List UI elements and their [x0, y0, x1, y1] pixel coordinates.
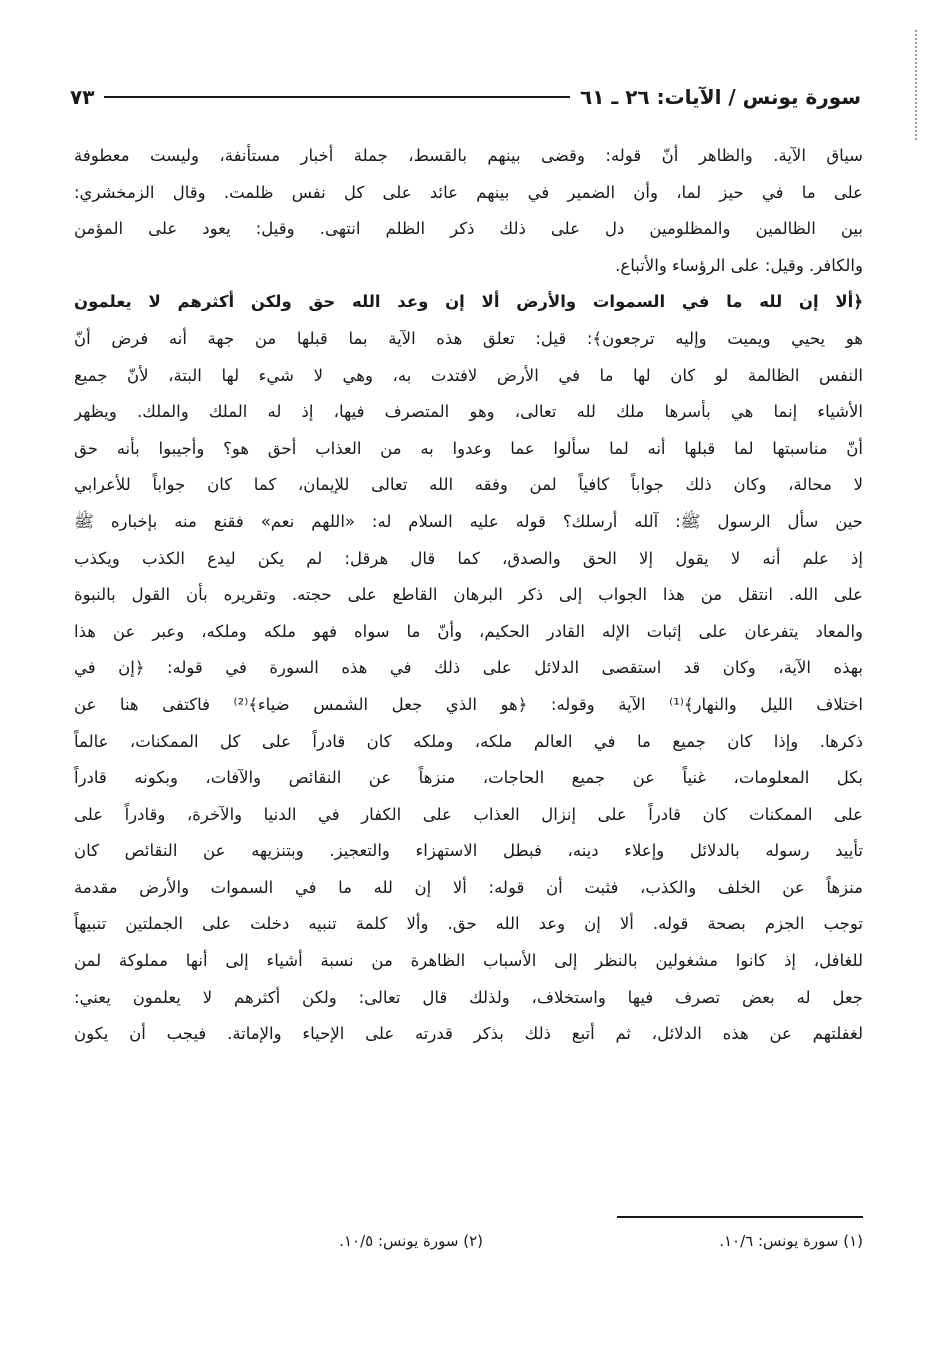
text-line: توجب الجزم بصحة قوله. ألا إن وعد الله حق. وألا كلمة تنبيه دخلت على الجملتين تنبيهاً	[74, 914, 863, 934]
text-line: لغفلتهم عن هذه الدلائل، ثم أتبع ذلك بذكر قدرته على الإحياء والإماتة. فيجب أن يكون	[74, 1024, 863, 1044]
text-line: منزهاً عن الخلف والكذب، فثبت أن قوله: ألا إن لله ما في السموات والأرض مقدمة	[74, 877, 863, 897]
text-line: بهذه الآية، وكان قد استقصى الدلائل على ذلك في هذه السورة في قوله: ﴿إن في	[74, 658, 863, 678]
quran-verse-line: ﴿ألا إن لله ما في السموات والأرض ألا إن وعد الله حق ولكن أكثرهم لا يعلمون	[74, 292, 863, 312]
text-line: لا محالة، وكان ذلك جواباً كافياً لمن وفقه الله تعالى للإيمان، كما كان جواباً للأعرابي	[74, 475, 863, 495]
text-line: الأشياء إنما هي بأسرها ملك لله تعالى، وهو المتصرف فيها، إذ له الملك والملك. ويظهر	[74, 402, 863, 422]
text-line: على الممكنات كان قادراً على إنزال العذاب على الكفار في الدنيا والآخرة، وقادراً على	[74, 804, 863, 824]
text-line: بين الظالمين والمظلومين دل على ذلك ذكر الظلم انتهى. وقيل: يعود على المؤمن	[74, 219, 863, 239]
scan-edge-marks	[915, 30, 917, 140]
text-line: والكافر. وقيل: على الرؤساء والأتباع.	[615, 255, 863, 275]
body-text	[74, 138, 863, 1053]
text-line: على ما في حيز لما، وأن الضمير في بينهم عائد على كل نفس ظلمت. وقال الزمخشري:	[74, 182, 863, 202]
text-line: تأييد رسوله بالدلائل وإعلاء دينه، فبطل الاستهزاء والتعجيز. وبتنزيهه عن النقائص كان	[74, 841, 863, 861]
text-line: ذكرها. وإذا كان جميع ما في العالم ملكه، وملكه كان قادراً على كل الممكنات، عالماً	[74, 731, 863, 751]
text-line: اختلاف الليل والنهار﴾⁽¹⁾ الآية وقوله: ﴿هو الذي جعل الشمس ضياء﴾⁽²⁾ فاكتفى هنا عن	[74, 694, 863, 714]
text-line: سياق الآية. والظاهر أنّ قوله: وقضى بينهم بالقسط، جملة أخبار مستأنفة، وليست معطوفة	[74, 146, 863, 165]
footnotes	[74, 1232, 863, 1258]
text-line: للغافل، إذ كانوا مشغولين بالنظر إلى الأسباب الظاهرة من نسبة أشياء إلى أنها مملوكة لمن	[74, 951, 863, 971]
header-title: سورة يونس / الآيات: ٢٦ ـ ٦١	[580, 85, 861, 109]
footnote-2: (٢) سورة يونس: ١٠/٥.	[339, 1232, 483, 1250]
running-header	[70, 80, 861, 114]
text-line: على الله. انتقل من هذا الجواب إلى ذكر البرهان القاطع على حجته. وتقريره بأن القول بالنبوة	[74, 585, 863, 605]
text-line: حين سأل الرسول ﷺ: آلله أرسلك؟ قوله عليه السلام له: «اللهم نعم» فقنع منه بإخباره ﷺ	[74, 511, 863, 531]
text-line: أنّ مناسبتها لما قبلها أنه لما سألوا عما وعدوا به من العذاب أحق هو؟ وأجيبوا بأنه حق	[74, 438, 863, 458]
footnote-separator	[617, 1216, 863, 1218]
header-rule	[104, 96, 570, 98]
text-line: بكل المعلومات، غنياً عن جميع الحاجات، منزهاً عن النقائص والآفات، وبكونه قادراً	[74, 768, 863, 788]
text-line: إذ علم أنه لا يقول إلا الحق والصدق، كما قال هرقل: لم يكن ليدع الكذب ويكذب	[74, 548, 863, 568]
page-number: ٧٣	[70, 85, 95, 109]
text-line: جعل له بعض تصرف فيها واستخلاف، ولذلك قال تعالى: ولكن أكثرهم لا يعلمون يعني:	[74, 987, 863, 1007]
footnote-1: (١) سورة يونس: ١٠/٦.	[719, 1232, 863, 1250]
text-line: النفس الظالمة لو كان لها ما في الأرض لافتدت به، وهي لا شيء لها البتة، لأنّ جميع	[74, 365, 863, 385]
text-line: هو يحيي ويميت وإليه ترجعون﴾: قيل: تعلق هذه الآية بما قبلها من جهة أنه فرض أنّ	[74, 328, 863, 348]
text-line: والمعاد يتفرعان على إثبات الإله القادر الحكيم، وأنّ ما سواه فهو ملكه وملكه، وعبر عن هذا	[74, 621, 863, 641]
